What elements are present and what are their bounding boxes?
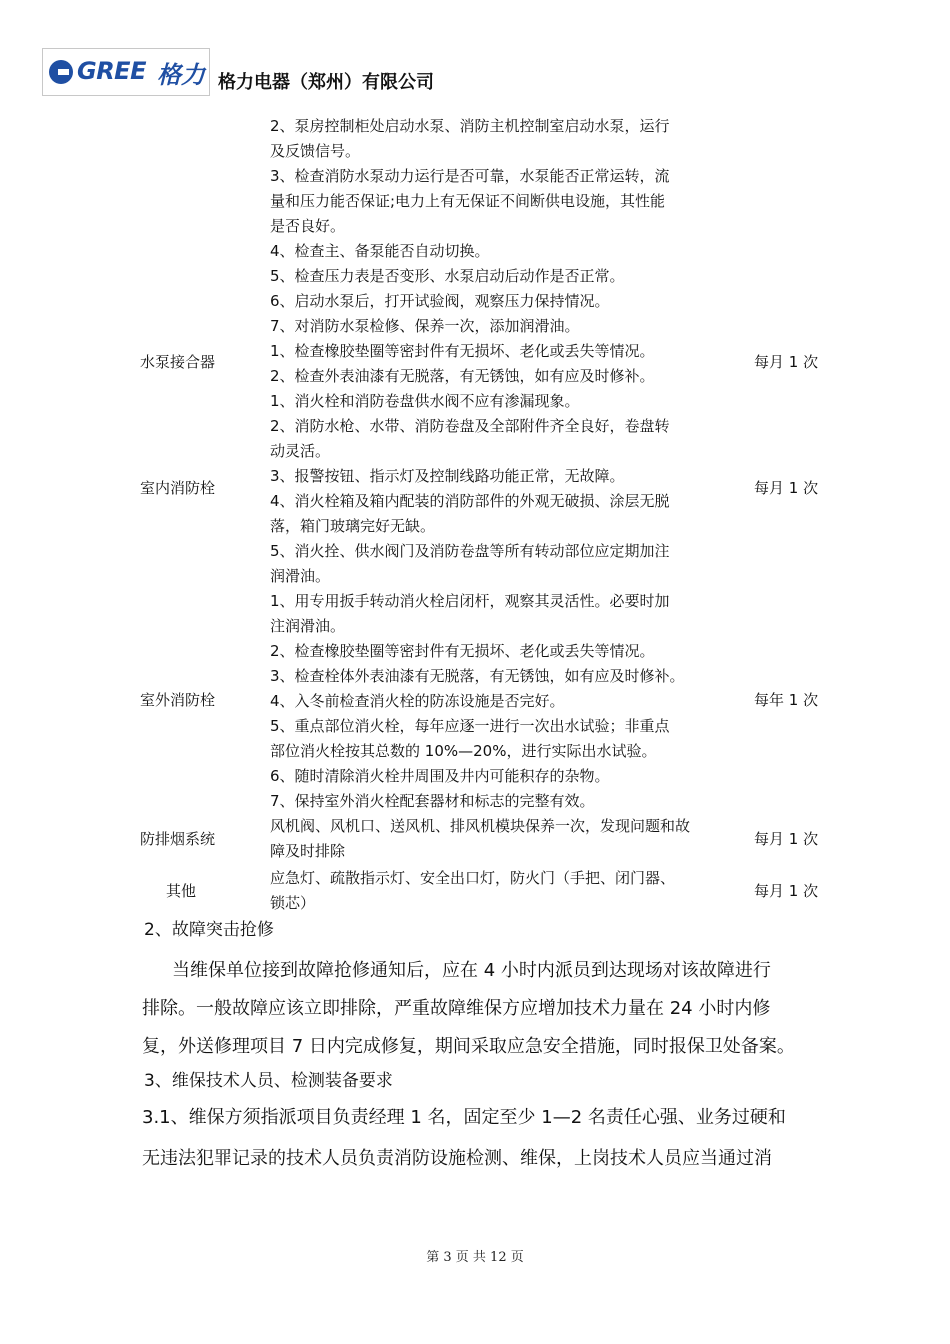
- paragraph-line: 3.1、维保方须指派项目负责经理 1 名，固定至少 1—2 名责任心强、业务过硬和: [142, 1107, 786, 1128]
- equipment-name: 水泵接合器: [140, 353, 216, 371]
- item-line: 量和压力能否保证;电力上有无保证不间断供电设施，其性能: [270, 192, 666, 210]
- item-list: [270, 339, 730, 389]
- item-line: 是否良好。: [270, 217, 346, 235]
- company-name: 格力电器（郑州）有限公司: [218, 72, 434, 93]
- gree-logo: [42, 48, 210, 96]
- item-line: 动灵活。: [270, 442, 331, 460]
- item-line: 1、检查橡胶垫圈等密封件有无损坏、老化或丢失等情况。: [270, 342, 655, 360]
- item-line: 锁芯）: [270, 894, 316, 912]
- item-line: 2、检查外表油漆有无脱落，有无锈蚀，如有应及时修补。: [270, 367, 655, 385]
- item-line: 应急灯、疏散指示灯、安全出口灯，防火门（手把、闭门器、: [270, 869, 676, 887]
- page-number: 第 3 页 共 12 页: [426, 1250, 524, 1265]
- logo-chinese-mark: 格力: [157, 61, 205, 89]
- item-line: 2、泵房控制柜处启动水泵、消防主机控制室启动水泵，运行: [270, 117, 670, 135]
- section-heading: 2、故障突击抢修: [144, 920, 274, 940]
- item-line: 1、消火栓和消防卷盘供水阀不应有渗漏现象。: [270, 392, 580, 410]
- item-line: 1、用专用扳手转动消火栓启闭杆，观察其灵活性。必要时加: [270, 592, 670, 610]
- paragraph-line: 复，外送修理项目 7 日内完成修复，期间采取应急安全措施，同时报保卫处备案。: [142, 1036, 795, 1057]
- frequency: 每月 1 次: [754, 353, 819, 371]
- item-line: 2、检查橡胶垫圈等密封件有无损坏、老化或丢失等情况。: [270, 642, 655, 660]
- paragraph-line: 排除。一般故障应该立即排除，严重故障维保方应增加技术力量在 24 小时内修: [142, 998, 771, 1019]
- equipment-name: 防排烟系统: [140, 830, 216, 848]
- item-line: 5、检查压力表是否变形、水泵启动后动作是否正常。: [270, 267, 625, 285]
- item-list: [270, 866, 730, 916]
- item-line: 4、检查主、备泵能否自动切换。: [270, 242, 490, 260]
- item-line: 润滑油。: [270, 567, 331, 585]
- logo-wordmark: GREE: [77, 57, 146, 85]
- item-line: 7、保持室外消火栓配套器材和标志的完整有效。: [270, 792, 595, 810]
- item-line: 4、消火栓箱及箱内配装的消防部件的外观无破损、涂层无脱: [270, 492, 670, 510]
- item-line: 及反馈信号。: [270, 142, 361, 160]
- frequency: 每月 1 次: [754, 882, 819, 900]
- item-line: 3、报警按钮、指示灯及控制线路功能正常，无故障。: [270, 467, 625, 485]
- item-line: 风机阀、风机口、送风机、排风机模块保养一次，发现问题和故: [270, 817, 691, 835]
- frequency: 每月 1 次: [754, 830, 819, 848]
- item-line: 6、启动水泵后，打开试验阀，观察压力保持情况。: [270, 292, 610, 310]
- item-line: 7、对消防水泵检修、保养一次，添加润滑油。: [270, 317, 580, 335]
- item-line: 4、入冬前检查消火栓的防冻设施是否完好。: [270, 692, 565, 710]
- item-line: 6、随时清除消火栓井周围及井内可能积存的杂物。: [270, 767, 610, 785]
- item-list: [270, 814, 730, 864]
- item-line: 部位消火栓按其总数的 10%—20%，进行实际出水试验。: [270, 742, 657, 760]
- item-list: [270, 389, 730, 589]
- item-line: 障及时排除: [270, 842, 346, 860]
- frequency: 每年 1 次: [754, 691, 819, 709]
- item-line: 3、检查消防水泵动力运行是否可靠，水泵能否正常运转，流: [270, 167, 670, 185]
- item-line: 注润滑油。: [270, 617, 346, 635]
- section-heading: 3、维保技术人员、检测装备要求: [144, 1071, 393, 1091]
- equipment-name: 室外消防栓: [140, 691, 216, 709]
- paragraph-line: 当维保单位接到故障抢修通知后，应在 4 小时内派员到达现场对该故障进行: [172, 960, 771, 981]
- item-line: 5、重点部位消火栓，每年应逐一进行一次出水试验；非重点: [270, 717, 670, 735]
- frequency: 每月 1 次: [754, 479, 819, 497]
- paragraph-line: 无违法犯罪记录的技术人员负责消防设施检测、维保，上岗技术人员应当通过消: [142, 1148, 772, 1169]
- item-line: 3、检查栓体外表油漆有无脱落，有无锈蚀，如有应及时修补。: [270, 667, 685, 685]
- equipment-name: 室内消防栓: [140, 479, 216, 497]
- item-list: [270, 114, 730, 339]
- item-line: 落，箱门玻璃完好无缺。: [270, 517, 436, 535]
- equipment-name: 其他: [165, 882, 196, 900]
- gree-logo-mark-icon: [49, 60, 73, 84]
- item-line: 5、消火拴、供水阀门及消防卷盘等所有转动部位应定期加注: [270, 542, 670, 560]
- item-list: [270, 589, 730, 814]
- item-line: 2、消防水枪、水带、消防卷盘及全部附件齐全良好，卷盘转: [270, 417, 670, 435]
